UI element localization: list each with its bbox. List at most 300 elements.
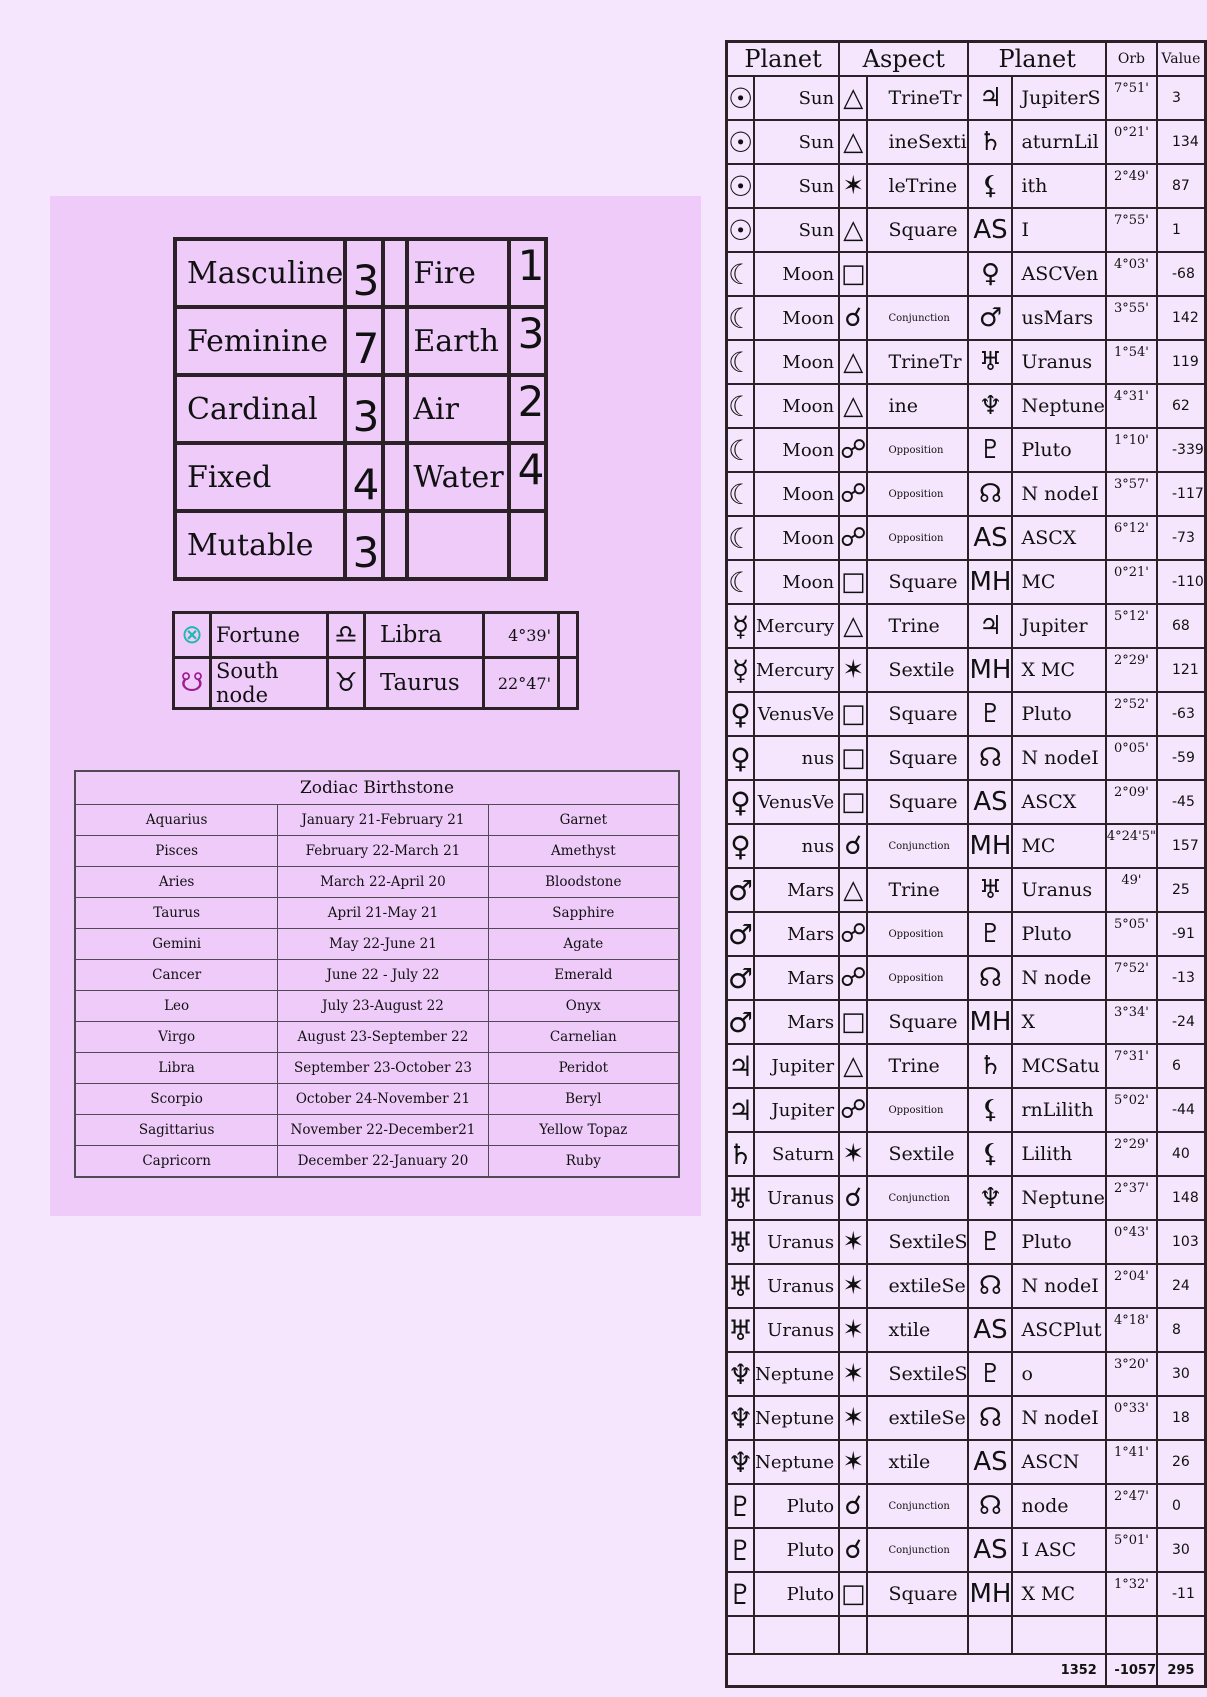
aspect-value: 3: [1157, 76, 1205, 120]
aspect-value: -339: [1157, 428, 1205, 472]
aspect-glyph-icon: △: [839, 340, 867, 384]
orb-value: 0°33': [1106, 1396, 1157, 1440]
aspect-name: Conjunction: [867, 1176, 968, 1220]
planet-2-glyph-icon: AS: [968, 516, 1012, 560]
aspect-value: -45: [1157, 780, 1205, 824]
aspect-row: [727, 1000, 1206, 1044]
aspect-row: [727, 1352, 1206, 1396]
blank-cell: [867, 1616, 968, 1654]
planet-2-glyph-icon: ♃: [968, 76, 1012, 120]
planet-glyph-icon: ☉: [727, 76, 755, 120]
aspect-row: [727, 1044, 1206, 1088]
planet-1-name: Mars: [754, 912, 839, 956]
total-negative: -1057: [1106, 1654, 1157, 1687]
planet-glyph-icon: ☿: [727, 604, 755, 648]
planet-1-name: Sun: [754, 76, 839, 120]
blank-cell: [968, 1616, 1012, 1654]
aspect-name: leTrine: [867, 164, 968, 208]
modality-count: 3: [345, 511, 383, 579]
header-planet-2: Planet: [968, 42, 1105, 77]
birthstone-title: Zodiac Birthstone: [75, 771, 679, 805]
modality-row: [175, 443, 546, 511]
aspect-glyph-icon: ☍: [839, 912, 867, 956]
planet-2-glyph-icon: AS: [968, 208, 1012, 252]
orb-value: 2°04': [1106, 1264, 1157, 1308]
point-name: Fortune: [211, 613, 328, 658]
birthstone-stone: Beryl: [488, 1084, 679, 1115]
birthstone-dates: October 24-November 21: [278, 1084, 488, 1115]
aspect-value: 62: [1157, 384, 1205, 428]
aspect-name: extileSe: [867, 1264, 968, 1308]
birthstone-sign: Leo: [75, 991, 278, 1022]
aspect-glyph-icon: □: [839, 736, 867, 780]
birthstone-sign: Capricorn: [75, 1146, 278, 1178]
planet-2-glyph-icon: ☊: [968, 1484, 1012, 1528]
birthstone-sign: Sagittarius: [75, 1115, 278, 1146]
planet-glyph-icon: ☾: [727, 516, 755, 560]
planet-1-name: VenusVe: [754, 780, 839, 824]
blank-cell: [754, 1616, 839, 1654]
planet-2-name: ASCX: [1012, 516, 1105, 560]
aspect-glyph-icon: ☌: [839, 1176, 867, 1220]
planet-glyph-icon: ☾: [727, 384, 755, 428]
point-sign: Libra: [365, 613, 484, 658]
planet-glyph-icon: ♃: [727, 1044, 755, 1088]
planet-2-name: ASCPlut: [1012, 1308, 1105, 1352]
element-label: Water: [407, 443, 509, 511]
point-sign: Taurus: [365, 658, 484, 709]
planet-2-name: MC: [1012, 560, 1105, 604]
aspect-row: [727, 340, 1206, 384]
birthstone-row: [75, 991, 679, 1022]
planet-2-glyph-icon: MH: [968, 1000, 1012, 1044]
planet-2-name: ASCN: [1012, 1440, 1105, 1484]
orb-value: 49': [1106, 868, 1157, 912]
orb-value: 3°55': [1106, 296, 1157, 340]
planet-2-glyph-icon: MH: [968, 560, 1012, 604]
planet-2-name: Pluto: [1012, 428, 1105, 472]
modality-row: [175, 307, 546, 375]
point-degree: 4°39': [484, 613, 559, 658]
planet-1-name: Moon: [754, 472, 839, 516]
aspect-glyph-icon: ☌: [839, 1528, 867, 1572]
aspect-value: 121: [1157, 648, 1205, 692]
aspect-row: [727, 1484, 1206, 1528]
planet-1-name: Uranus: [754, 1220, 839, 1264]
planet-2-glyph-icon: ♃: [968, 604, 1012, 648]
aspect-row: [727, 1088, 1206, 1132]
planet-1-name: Mars: [754, 956, 839, 1000]
birthstone-row: [75, 867, 679, 898]
modality-label: Mutable: [175, 511, 345, 579]
birthstone-sign: Taurus: [75, 898, 278, 929]
element-label: Air: [407, 375, 509, 443]
aspect-glyph-icon: ☌: [839, 1484, 867, 1528]
aspect-row: [727, 1176, 1206, 1220]
aspect-row: [727, 604, 1206, 648]
birthstone-row: [75, 1053, 679, 1084]
element-label: [407, 511, 509, 579]
planet-2-glyph-icon: MH: [968, 648, 1012, 692]
birthstone-stone: Ruby: [488, 1146, 679, 1178]
planet-glyph-icon: ♂: [727, 868, 755, 912]
planet-1-name: Neptune: [754, 1352, 839, 1396]
aspect-glyph-icon: ✶: [839, 1396, 867, 1440]
aspect-name: Square: [867, 1572, 968, 1616]
point-degree: 22°47': [484, 658, 559, 709]
modality-count: 4: [345, 443, 383, 511]
planet-glyph-icon: ♀: [727, 736, 755, 780]
orb-value: 2°49': [1106, 164, 1157, 208]
orb-value: 0°21': [1106, 120, 1157, 164]
planet-glyph-icon: ♅: [727, 1176, 755, 1220]
planet-1-name: Sun: [754, 208, 839, 252]
orb-value: 6°12': [1106, 516, 1157, 560]
planet-2-glyph-icon: ⚸: [968, 1088, 1012, 1132]
aspect-glyph-icon: ✶: [839, 1264, 867, 1308]
birthstone-stone: Onyx: [488, 991, 679, 1022]
birthstone-stone: Peridot: [488, 1053, 679, 1084]
birthstone-dates: February 22-March 21: [278, 836, 488, 867]
aspect-name: Opposition: [867, 1088, 968, 1132]
header-orb: Orb: [1106, 42, 1157, 77]
birthstone-row: [75, 836, 679, 867]
planet-2-name: node: [1012, 1484, 1105, 1528]
aspect-row: [727, 296, 1206, 340]
aspect-row: [727, 736, 1206, 780]
planet-1-name: Sun: [754, 120, 839, 164]
aspect-value: -44: [1157, 1088, 1205, 1132]
orb-value: 2°47': [1106, 1484, 1157, 1528]
planet-2-glyph-icon: ♀: [968, 252, 1012, 296]
planet-2-glyph-icon: ♆: [968, 1176, 1012, 1220]
aspect-row: [727, 208, 1206, 252]
aspect-name: TrineTr: [867, 340, 968, 384]
aspect-value: -59: [1157, 736, 1205, 780]
aspect-value: -13: [1157, 956, 1205, 1000]
birthstone-row: [75, 1115, 679, 1146]
planet-1-name: Mercury: [754, 604, 839, 648]
aspects-table: [725, 40, 1207, 1688]
aspect-name: Opposition: [867, 472, 968, 516]
planet-2-glyph-icon: ⚸: [968, 164, 1012, 208]
orb-value: 1°32': [1106, 1572, 1157, 1616]
planet-2-name: N nodeI: [1012, 1396, 1105, 1440]
planet-2-glyph-icon: ☊: [968, 736, 1012, 780]
planet-glyph-icon: ♅: [727, 1220, 755, 1264]
planet-1-name: Uranus: [754, 1308, 839, 1352]
modality-row: [175, 511, 546, 579]
birthstone-stone: Sapphire: [488, 898, 679, 929]
orb-value: 5°02': [1106, 1088, 1157, 1132]
aspect-glyph-icon: ✶: [839, 1352, 867, 1396]
planet-2-glyph-icon: ♆: [968, 384, 1012, 428]
blank-cell: [727, 1616, 755, 1654]
aspect-glyph-icon: ☍: [839, 516, 867, 560]
planet-2-glyph-icon: ☊: [968, 472, 1012, 516]
orb-value: 2°37': [1106, 1176, 1157, 1220]
modality-count: 3: [345, 239, 383, 307]
aspect-value: -63: [1157, 692, 1205, 736]
orb-value: 0°43': [1106, 1220, 1157, 1264]
aspect-row: [727, 516, 1206, 560]
planet-1-name: Neptune: [754, 1396, 839, 1440]
aspect-row: [727, 252, 1206, 296]
modality-label: Masculine: [175, 239, 345, 307]
aspect-name: Trine: [867, 1044, 968, 1088]
aspect-row: [727, 120, 1206, 164]
planet-1-name: Saturn: [754, 1132, 839, 1176]
planet-glyph-icon: ♂: [727, 1000, 755, 1044]
spacer-cell: [383, 511, 407, 579]
planet-glyph-icon: ☉: [727, 164, 755, 208]
element-count: 2: [509, 375, 546, 443]
aspect-name: Square: [867, 780, 968, 824]
total-net: 295: [1157, 1654, 1205, 1687]
element-count: 3: [509, 307, 546, 375]
aspect-row: [727, 164, 1206, 208]
aspect-name: Conjunction: [867, 824, 968, 868]
aspect-value: 6: [1157, 1044, 1205, 1088]
birthstone-row: [75, 960, 679, 991]
aspect-value: -117: [1157, 472, 1205, 516]
aspect-glyph-icon: □: [839, 692, 867, 736]
aspect-value: -73: [1157, 516, 1205, 560]
modality-label: Cardinal: [175, 375, 345, 443]
aspect-name: ine: [867, 384, 968, 428]
planet-2-name: Uranus: [1012, 868, 1105, 912]
planet-2-name: Uranus: [1012, 340, 1105, 384]
aspect-name: [867, 252, 968, 296]
aspect-name: TrineTr: [867, 76, 968, 120]
aspect-row: [727, 384, 1206, 428]
fortune-icon: ⊗: [174, 613, 211, 658]
planet-2-glyph-icon: ☊: [968, 956, 1012, 1000]
planet-2-name: N nodeI: [1012, 472, 1105, 516]
birthstone-dates: May 22-June 21: [278, 929, 488, 960]
planet-2-name: Pluto: [1012, 692, 1105, 736]
modality-label: Feminine: [175, 307, 345, 375]
planet-glyph-icon: ♆: [727, 1396, 755, 1440]
planet-2-glyph-icon: ⚸: [968, 1132, 1012, 1176]
planet-2-name: aturnLil: [1012, 120, 1105, 164]
aspect-row: [727, 428, 1206, 472]
point-name: South node: [211, 658, 328, 709]
aspect-value: 87: [1157, 164, 1205, 208]
birthstone-row: [75, 1146, 679, 1178]
planet-glyph-icon: ☾: [727, 296, 755, 340]
planet-2-glyph-icon: AS: [968, 1528, 1012, 1572]
aspect-name: Conjunction: [867, 1528, 968, 1572]
planet-1-name: Mars: [754, 868, 839, 912]
birthstone-dates: December 22-January 20: [278, 1146, 488, 1178]
aspect-glyph-icon: ✶: [839, 1308, 867, 1352]
planet-2-glyph-icon: ♇: [968, 912, 1012, 956]
orb-value: 4°31': [1106, 384, 1157, 428]
planet-2-glyph-icon: AS: [968, 1308, 1012, 1352]
aspect-glyph-icon: ☍: [839, 428, 867, 472]
aspect-value: 26: [1157, 1440, 1205, 1484]
aspect-glyph-icon: □: [839, 252, 867, 296]
birthstone-dates: September 23-October 23: [278, 1053, 488, 1084]
planet-2-name: Neptune: [1012, 384, 1105, 428]
spacer-cell: [383, 375, 407, 443]
planet-glyph-icon: ☿: [727, 648, 755, 692]
aspect-row: [727, 76, 1206, 120]
aspect-blank-row: [727, 1616, 1206, 1654]
orb-value: 1°10': [1106, 428, 1157, 472]
aspect-value: 134: [1157, 120, 1205, 164]
planet-2-name: JupiterS: [1012, 76, 1105, 120]
planet-glyph-icon: ☾: [727, 252, 755, 296]
planet-glyph-icon: ♅: [727, 1308, 755, 1352]
planet-2-name: ASCX: [1012, 780, 1105, 824]
header-aspect: Aspect: [839, 42, 968, 77]
modality-row: [175, 375, 546, 443]
blank-cell: [1106, 1616, 1157, 1654]
planet-2-glyph-icon: ♇: [968, 692, 1012, 736]
planet-2-glyph-icon: AS: [968, 1440, 1012, 1484]
aspect-name: SextileS: [867, 1352, 968, 1396]
aspect-glyph-icon: □: [839, 780, 867, 824]
aspect-glyph-icon: □: [839, 1000, 867, 1044]
aspect-name: Trine: [867, 604, 968, 648]
planet-glyph-icon: ♂: [727, 956, 755, 1000]
planet-glyph-icon: ♆: [727, 1352, 755, 1396]
planet-glyph-icon: ☾: [727, 472, 755, 516]
aspect-value: 8: [1157, 1308, 1205, 1352]
birthstone-sign: Cancer: [75, 960, 278, 991]
orb-value: 7°55': [1106, 208, 1157, 252]
birthstone-sign: Gemini: [75, 929, 278, 960]
aspect-value: -68: [1157, 252, 1205, 296]
spacer-cell: [383, 239, 407, 307]
element-label: Earth: [407, 307, 509, 375]
aspect-name: Trine: [867, 868, 968, 912]
birthstone-stone: Garnet: [488, 805, 679, 836]
planet-1-name: Moon: [754, 340, 839, 384]
aspect-glyph-icon: △: [839, 76, 867, 120]
planet-2-glyph-icon: ♂: [968, 296, 1012, 340]
planet-glyph-icon: ☉: [727, 120, 755, 164]
birthstone-dates: July 23-August 22: [278, 991, 488, 1022]
aspect-glyph-icon: △: [839, 1044, 867, 1088]
blank-cell: [839, 1616, 867, 1654]
aspect-glyph-icon: ☍: [839, 1088, 867, 1132]
modality-count: 3: [345, 375, 383, 443]
planet-1-name: nus: [754, 824, 839, 868]
aspect-value: 68: [1157, 604, 1205, 648]
spacer-cell: [559, 658, 578, 709]
planet-2-name: ASCVen: [1012, 252, 1105, 296]
planet-2-name: usMars: [1012, 296, 1105, 340]
orb-value: 4°24'5": [1106, 824, 1157, 868]
element-count: 1: [509, 239, 546, 307]
aspect-row: [727, 824, 1206, 868]
aspect-name: Square: [867, 1000, 968, 1044]
planet-2-name: o: [1012, 1352, 1105, 1396]
planet-glyph-icon: ♂: [727, 912, 755, 956]
planet-glyph-icon: ♅: [727, 1264, 755, 1308]
orb-value: 7°31': [1106, 1044, 1157, 1088]
aspect-row: [727, 780, 1206, 824]
aspect-row: [727, 1132, 1206, 1176]
element-count: [509, 511, 546, 579]
birthstone-row: [75, 898, 679, 929]
aspect-value: 1: [1157, 208, 1205, 252]
spacer-cell: [383, 443, 407, 511]
planet-glyph-icon: ♀: [727, 824, 755, 868]
orb-value: 4°18': [1106, 1308, 1157, 1352]
aspect-name: Opposition: [867, 516, 968, 560]
planet-glyph-icon: ☾: [727, 560, 755, 604]
birthstone-row: [75, 929, 679, 960]
aspect-value: -11: [1157, 1572, 1205, 1616]
planet-glyph-icon: ☾: [727, 340, 755, 384]
planet-1-name: Mars: [754, 1000, 839, 1044]
aspect-glyph-icon: △: [839, 604, 867, 648]
planet-2-glyph-icon: ♄: [968, 1044, 1012, 1088]
planet-1-name: Pluto: [754, 1484, 839, 1528]
aspect-glyph-icon: △: [839, 868, 867, 912]
planet-1-name: Moon: [754, 252, 839, 296]
aspect-glyph-icon: △: [839, 208, 867, 252]
aspect-glyph-icon: ✶: [839, 1132, 867, 1176]
birthstone-table: [74, 770, 680, 1178]
planet-1-name: Uranus: [754, 1176, 839, 1220]
modality-count: 7: [345, 307, 383, 375]
aspect-name: SextileS: [867, 1220, 968, 1264]
orb-value: 5°12': [1106, 604, 1157, 648]
planet-1-name: Moon: [754, 560, 839, 604]
element-count: 4: [509, 443, 546, 511]
planet-1-name: Moon: [754, 384, 839, 428]
orb-value: 3°57': [1106, 472, 1157, 516]
planet-2-glyph-icon: ♅: [968, 340, 1012, 384]
planet-2-name: X MC: [1012, 1572, 1105, 1616]
aspect-value: 40: [1157, 1132, 1205, 1176]
aspect-glyph-icon: ☌: [839, 296, 867, 340]
birthstone-stone: Emerald: [488, 960, 679, 991]
birthstone-dates: January 21-February 21: [278, 805, 488, 836]
aspect-value: 18: [1157, 1396, 1205, 1440]
header-planet-1: Planet: [727, 42, 840, 77]
modality-label: Fixed: [175, 443, 345, 511]
planet-glyph-icon: ♇: [727, 1572, 755, 1616]
spacer-cell: [559, 613, 578, 658]
orb-value: 2°29': [1106, 648, 1157, 692]
orb-value: 1°54': [1106, 340, 1157, 384]
orb-value: 3°20': [1106, 1352, 1157, 1396]
orb-value: 2°29': [1106, 1132, 1157, 1176]
planet-1-name: Uranus: [754, 1264, 839, 1308]
birthstone-stone: Carnelian: [488, 1022, 679, 1053]
orb-value: 5°05': [1106, 912, 1157, 956]
planet-2-glyph-icon: MH: [968, 824, 1012, 868]
libra-icon: ♎: [328, 613, 365, 658]
aspect-value: -110: [1157, 560, 1205, 604]
aspect-name: Square: [867, 208, 968, 252]
orb-value: 4°03': [1106, 252, 1157, 296]
planet-2-name: N nodeI: [1012, 1264, 1105, 1308]
aspect-name: xtile: [867, 1308, 968, 1352]
aspect-glyph-icon: ☍: [839, 472, 867, 516]
birthstone-sign: Libra: [75, 1053, 278, 1084]
modality-element-table: [173, 237, 548, 581]
aspect-glyph-icon: ☌: [839, 824, 867, 868]
planet-1-name: Neptune: [754, 1440, 839, 1484]
aspect-value: -91: [1157, 912, 1205, 956]
